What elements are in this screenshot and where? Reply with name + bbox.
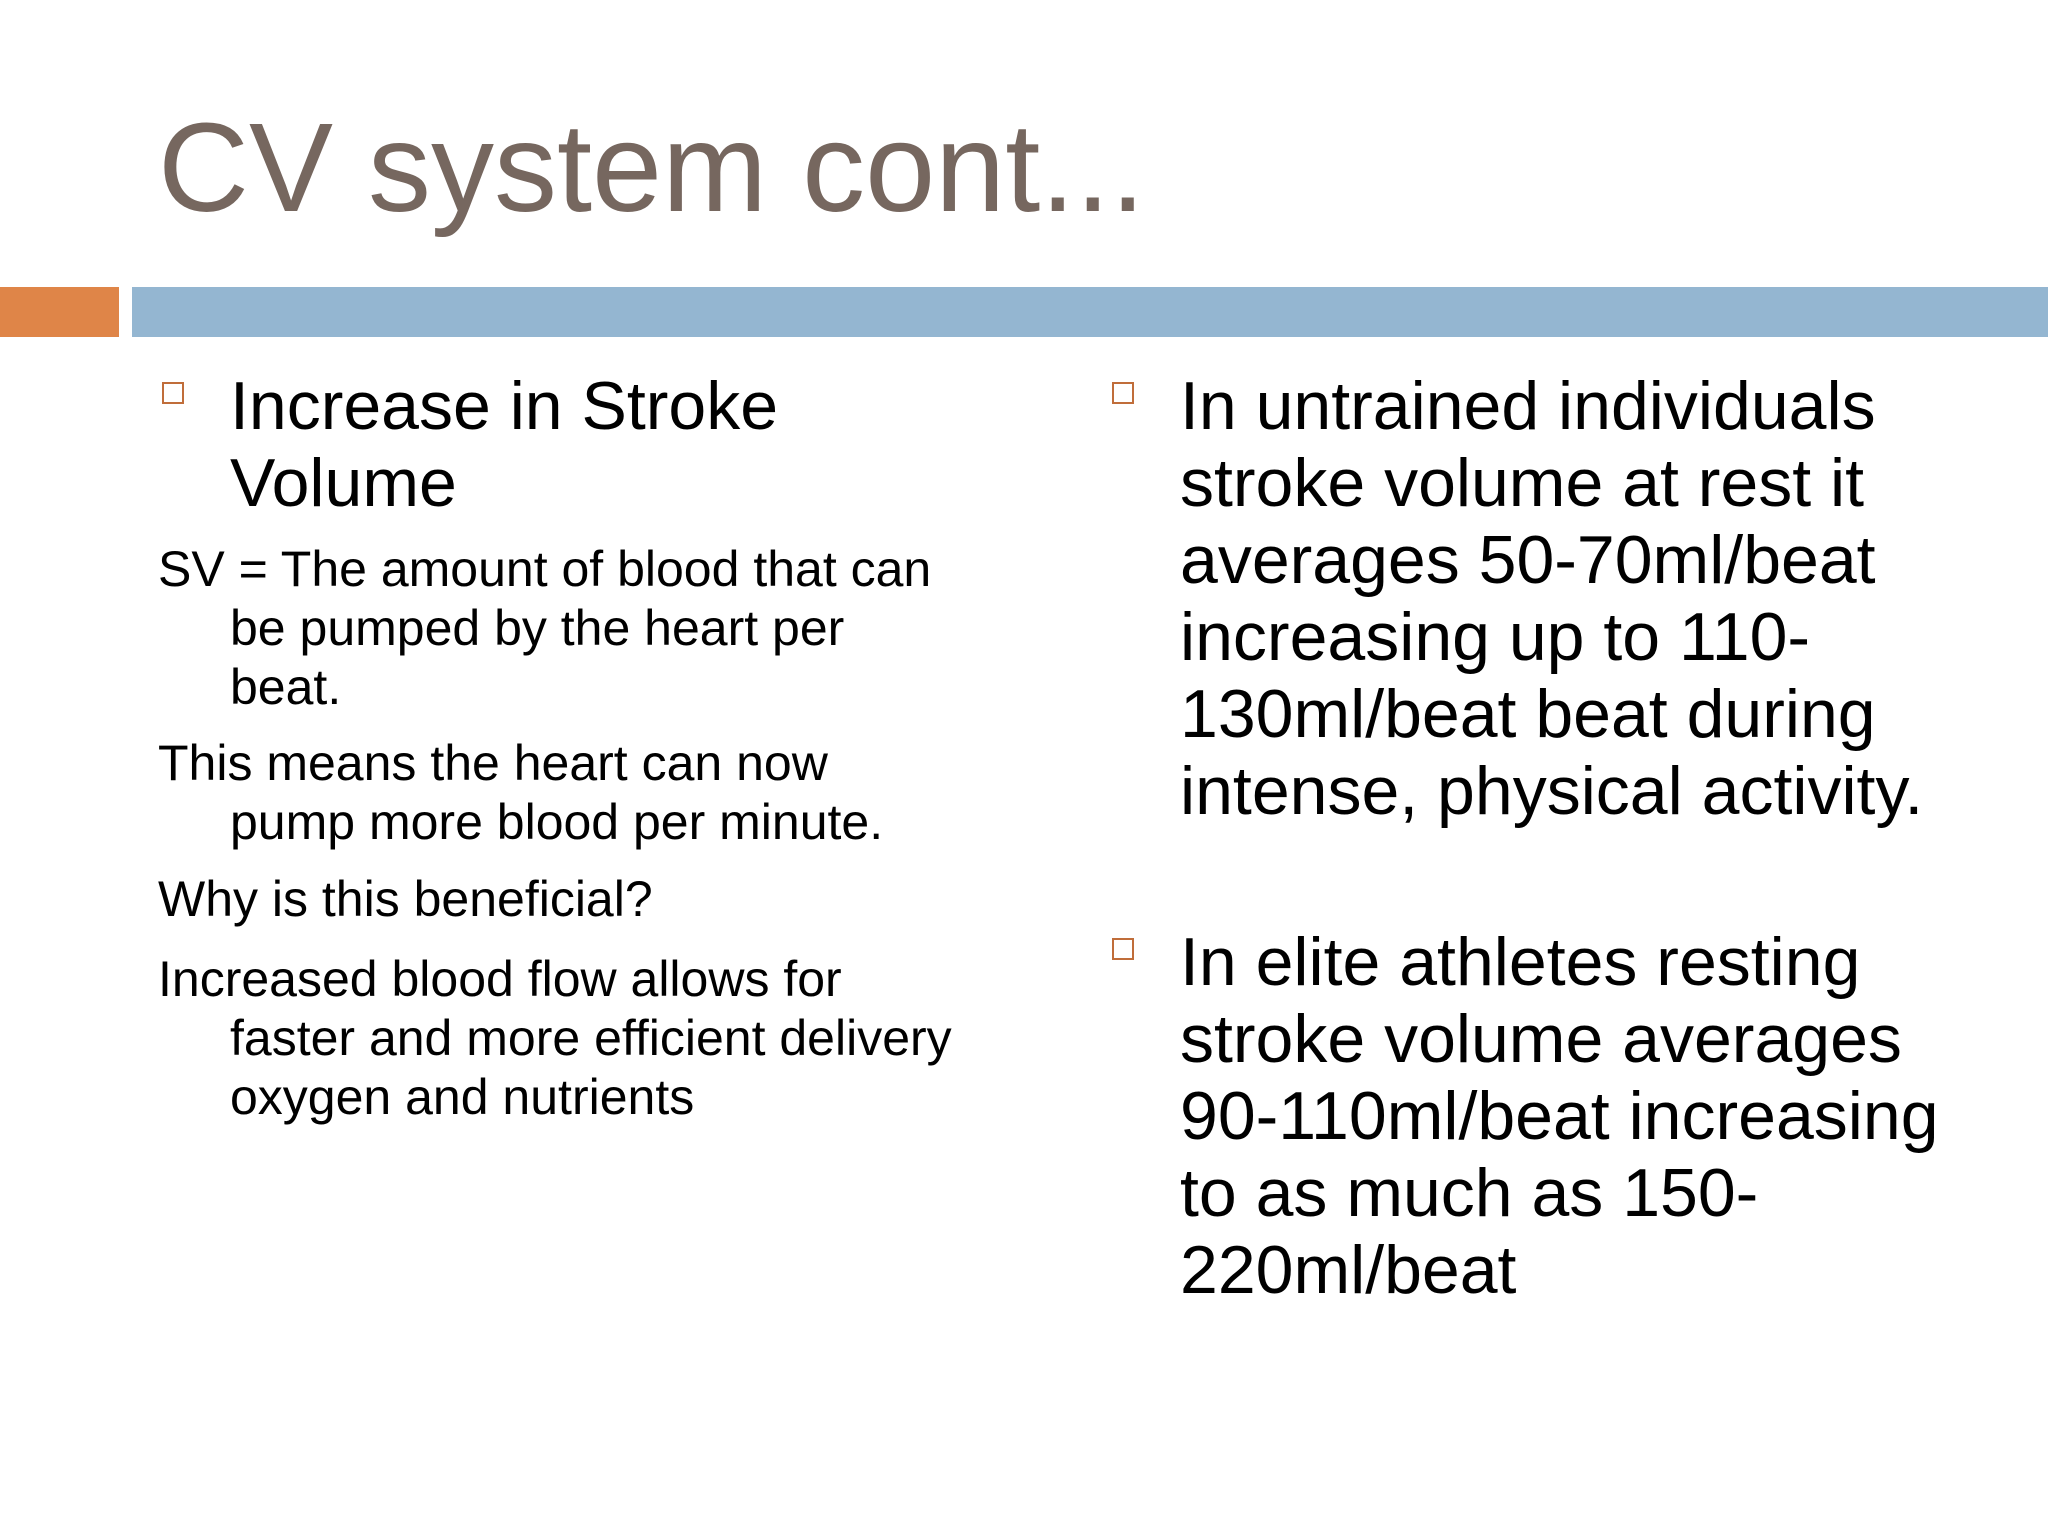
left-heading-text: Increase in Stroke Volume [230, 368, 779, 521]
right-bullet-elite [1108, 924, 1988, 1309]
left-paragraph-blood-flow: Increased blood flow allows for faster and more efficient delivery oxygen and nutrients [158, 951, 952, 1125]
hollow-square-bullet-icon [1112, 938, 1134, 960]
title-divider-bar [132, 287, 2048, 337]
right-bullet-elite-text: In elite athletes resting stroke volume averages 90-110ml/beat increasing to as much as 150-220ml/beat [1180, 924, 1939, 1308]
right-bullet-untrained [1108, 368, 1988, 830]
hollow-square-bullet-icon [1112, 382, 1134, 404]
accent-bar [0, 287, 119, 337]
left-paragraph-question: Why is this beneficial? [158, 871, 653, 927]
slide-title: CV system cont... [158, 97, 1146, 238]
hollow-square-bullet-icon [162, 382, 184, 404]
left-paragraph-more-blood: This means the heart can now pump more blood per minute. [158, 735, 884, 850]
left-paragraph-sv-definition: SV = The amount of blood that can be pumped by the heart per beat. [158, 541, 932, 715]
right-bullet-untrained-text: In untrained individuals stroke volume at rest it averages 50-70ml/beat increasing up to 110-130ml/beat beat during intense, physical activity. [1180, 368, 1924, 829]
left-heading-bullet [158, 368, 1018, 522]
